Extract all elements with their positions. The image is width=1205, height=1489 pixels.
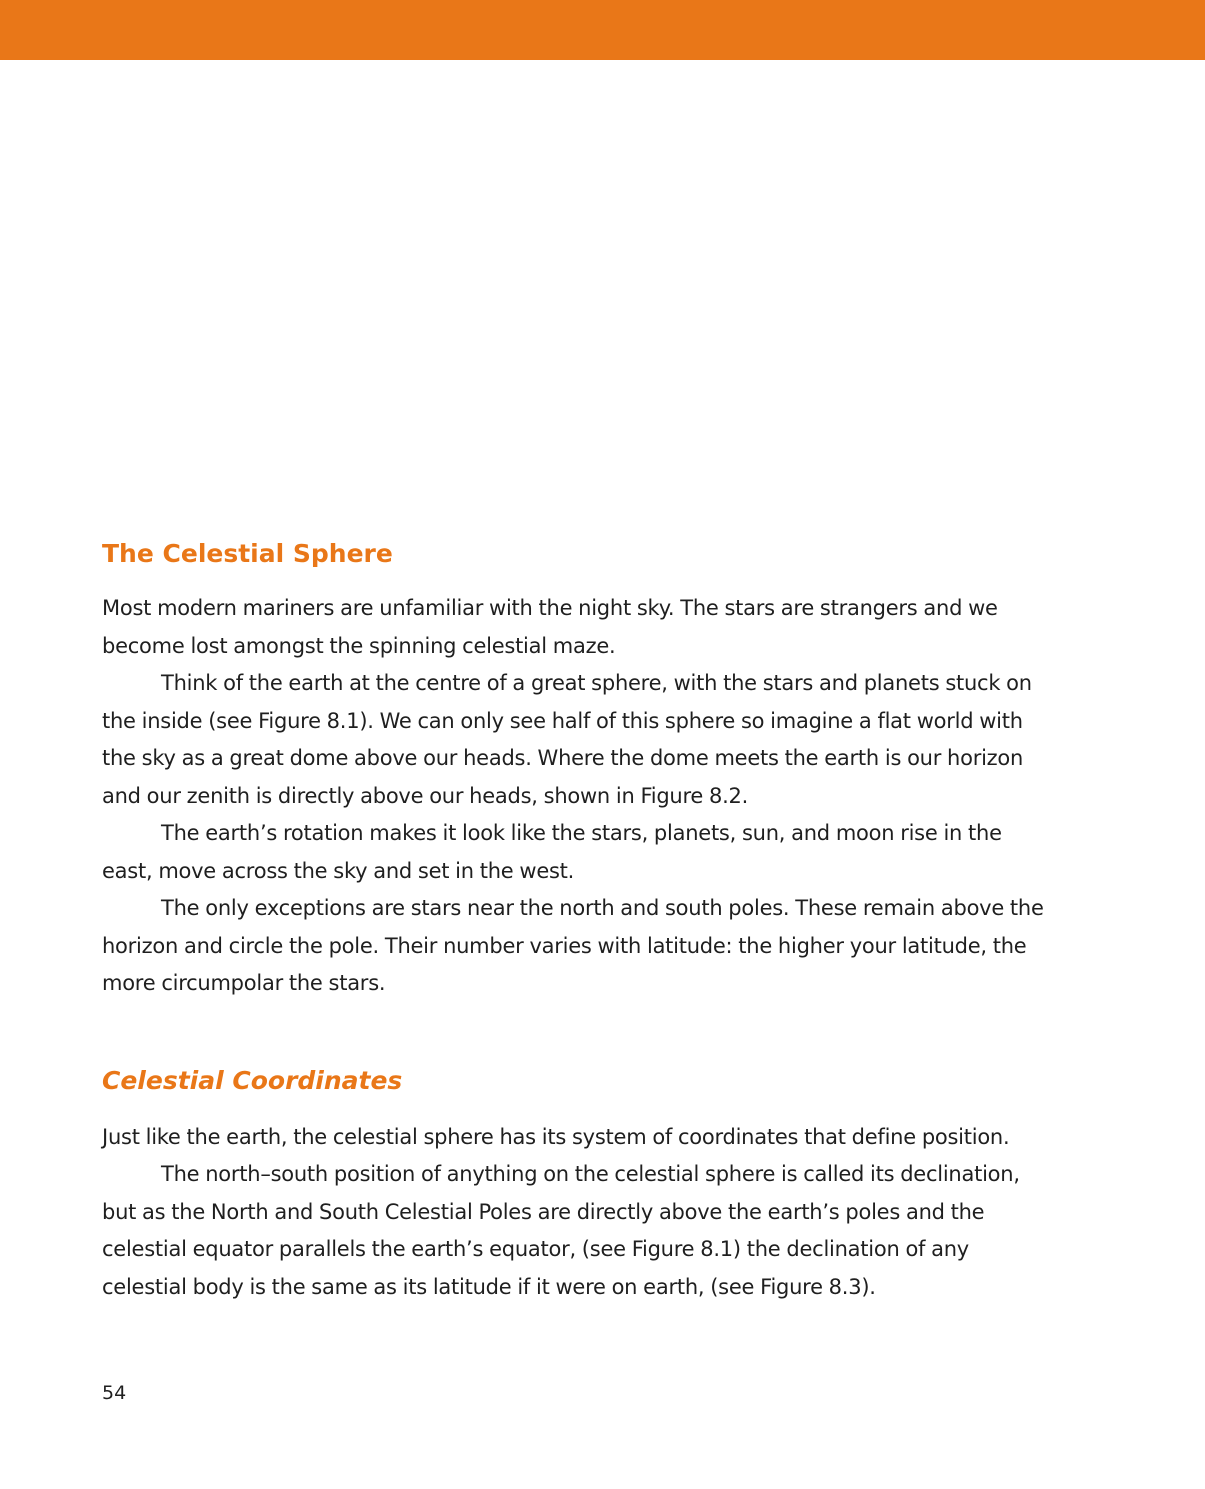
header-color-bar	[0, 0, 1205, 60]
paragraph: The north–south position of anything on the celestial sphere is called its declination, but as the North and South Celestial Poles are directly above the earth’s poles and the celestial equator parallels the earth’s equator, (see Figure 8.1) the declination of any celestial body is the same as its latitude if it were on earth, (see Figure 8.3).	[102, 1162, 1020, 1299]
paragraph: Just like the earth, the celestial sphere has its system of coordinates that define position.	[102, 1124, 1010, 1149]
paragraph: Think of the earth at the centre of a great sphere, with the stars and planets stuck on the inside (see Figure 8.1). We can only see half of this sphere so imagine a flat world with the sky as a great dome above our heads. Where the dome meets the earth is our horizon and our zenith is directly above our heads, shown in Figure 8.2.	[102, 671, 1032, 808]
section-heading-celestial-sphere: The Celestial Sphere	[102, 539, 393, 568]
page-number: 54	[102, 1382, 127, 1404]
paragraph: The only exceptions are stars near the north and south poles. These remain above the horizon and circle the pole. Their number varies with latitude: the higher your latitude, the more circumpolar the stars.	[102, 896, 1044, 995]
page-body	[102, 536, 1052, 1306]
paragraph: Most modern mariners are unfamiliar with the night sky. The stars are strangers and we become lost amongst the spinning celestial maze.	[102, 596, 998, 658]
section-heading-celestial-coordinates: Celestial Coordinates	[102, 1065, 403, 1095]
paragraph: The earth’s rotation makes it look like the stars, planets, sun, and moon rise in the east, move across the sky and set in the west.	[102, 821, 1002, 883]
